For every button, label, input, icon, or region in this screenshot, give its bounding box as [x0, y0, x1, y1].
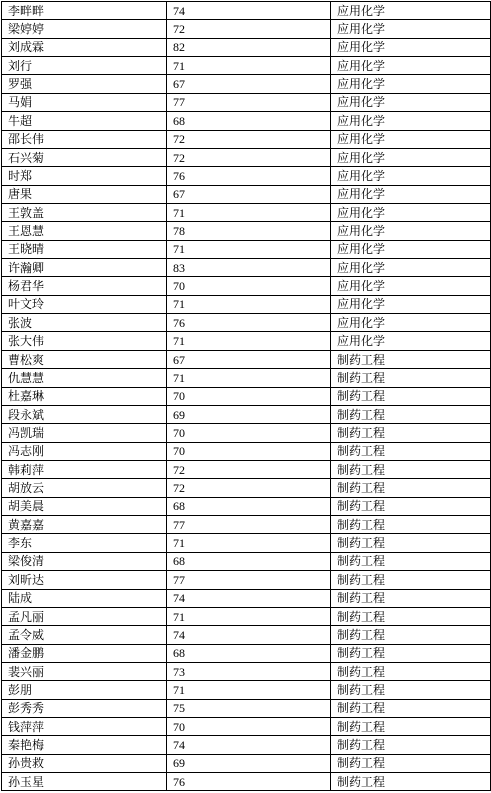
student-name-cell: 张波: [2, 314, 167, 332]
major-cell: 制药工程: [331, 736, 491, 754]
table-row: [2, 350, 491, 368]
table-row: [2, 497, 491, 515]
score-cell: 72: [167, 20, 331, 38]
student-name-cell: 冯志刚: [2, 442, 167, 460]
major-cell: 应用化学: [331, 185, 491, 203]
table-row: [2, 534, 491, 552]
student-name-cell: 陆成: [2, 589, 167, 607]
score-cell: 67: [167, 185, 331, 203]
table-row: [2, 314, 491, 332]
student-name-cell: 钱萍萍: [2, 718, 167, 736]
student-name-cell: 时郑: [2, 167, 167, 185]
score-cell: 76: [167, 773, 331, 791]
student-name-cell: 彭秀秀: [2, 699, 167, 717]
major-cell: 应用化学: [331, 240, 491, 258]
major-cell: 应用化学: [331, 112, 491, 130]
score-cell: 70: [167, 387, 331, 405]
student-name-cell: 段永斌: [2, 405, 167, 423]
score-cell: 69: [167, 405, 331, 423]
table-row: [2, 2, 491, 20]
student-name-cell: 刘成霖: [2, 38, 167, 56]
table-row: [2, 460, 491, 478]
student-name-cell: 李东: [2, 534, 167, 552]
table-row: [2, 185, 491, 203]
table-row: [2, 644, 491, 662]
student-name-cell: 刘昕达: [2, 571, 167, 589]
student-name-cell: 韩莉萍: [2, 460, 167, 478]
score-cell: 70: [167, 442, 331, 460]
score-cell: 77: [167, 93, 331, 111]
major-cell: 应用化学: [331, 332, 491, 350]
table-row: [2, 167, 491, 185]
major-cell: 应用化学: [331, 222, 491, 240]
student-name-cell: 裴兴丽: [2, 662, 167, 680]
major-cell: 制药工程: [331, 754, 491, 772]
student-name-cell: 杜嘉琳: [2, 387, 167, 405]
table-row: [2, 57, 491, 75]
table-row: [2, 203, 491, 221]
score-table-body: [2, 2, 491, 791]
table-row: [2, 277, 491, 295]
table-row: [2, 295, 491, 313]
table-row: [2, 754, 491, 772]
student-name-cell: 秦艳梅: [2, 736, 167, 754]
score-cell: 72: [167, 479, 331, 497]
score-cell: 71: [167, 332, 331, 350]
score-cell: 73: [167, 662, 331, 680]
student-name-cell: 孟凡丽: [2, 607, 167, 625]
student-name-cell: 牛超: [2, 112, 167, 130]
table-row: [2, 662, 491, 680]
student-name-cell: 冯凯瑞: [2, 424, 167, 442]
score-cell: 72: [167, 460, 331, 478]
student-name-cell: 李畔畔: [2, 2, 167, 20]
major-cell: 制药工程: [331, 460, 491, 478]
score-cell: 68: [167, 644, 331, 662]
score-cell: 76: [167, 167, 331, 185]
score-cell: 74: [167, 736, 331, 754]
table-row: [2, 112, 491, 130]
table-row: [2, 589, 491, 607]
score-cell: 82: [167, 38, 331, 56]
table-row: [2, 699, 491, 717]
table-row: [2, 479, 491, 497]
student-name-cell: 王敦盖: [2, 203, 167, 221]
major-cell: 应用化学: [331, 277, 491, 295]
student-name-cell: 梁俊清: [2, 552, 167, 570]
major-cell: 制药工程: [331, 773, 491, 791]
score-cell: 72: [167, 148, 331, 166]
score-cell: 71: [167, 203, 331, 221]
student-name-cell: 孙贵救: [2, 754, 167, 772]
major-cell: 制药工程: [331, 644, 491, 662]
major-cell: 制药工程: [331, 552, 491, 570]
major-cell: 制药工程: [331, 571, 491, 589]
score-cell: 71: [167, 369, 331, 387]
student-name-cell: 叶文玲: [2, 295, 167, 313]
major-cell: 应用化学: [331, 259, 491, 277]
score-cell: 71: [167, 57, 331, 75]
major-cell: 制药工程: [331, 350, 491, 368]
major-cell: 应用化学: [331, 167, 491, 185]
table-row: [2, 442, 491, 460]
score-cell: 68: [167, 112, 331, 130]
student-name-cell: 邵长伟: [2, 130, 167, 148]
major-cell: 制药工程: [331, 607, 491, 625]
major-cell: 制药工程: [331, 369, 491, 387]
major-cell: 制药工程: [331, 718, 491, 736]
table-row: [2, 736, 491, 754]
student-name-cell: 孟令威: [2, 626, 167, 644]
score-cell: 68: [167, 497, 331, 515]
major-cell: 制药工程: [331, 479, 491, 497]
major-cell: 制药工程: [331, 534, 491, 552]
score-cell: 70: [167, 424, 331, 442]
major-cell: 应用化学: [331, 203, 491, 221]
score-cell: 74: [167, 626, 331, 644]
student-name-cell: 许瀚卿: [2, 259, 167, 277]
table-row: [2, 130, 491, 148]
major-cell: 应用化学: [331, 75, 491, 93]
student-name-cell: 孙玉星: [2, 773, 167, 791]
major-cell: 制药工程: [331, 497, 491, 515]
student-name-cell: 罗强: [2, 75, 167, 93]
table-row: [2, 20, 491, 38]
major-cell: 应用化学: [331, 93, 491, 111]
student-name-cell: 潘金鹏: [2, 644, 167, 662]
score-cell: 71: [167, 607, 331, 625]
score-cell: 77: [167, 516, 331, 534]
table-row: [2, 259, 491, 277]
student-name-cell: 胡放云: [2, 479, 167, 497]
major-cell: 制药工程: [331, 699, 491, 717]
student-name-cell: 黄嘉嘉: [2, 516, 167, 534]
student-name-cell: 唐果: [2, 185, 167, 203]
student-name-cell: 曹松爽: [2, 350, 167, 368]
table-row: [2, 424, 491, 442]
score-cell: 70: [167, 277, 331, 295]
major-cell: 应用化学: [331, 295, 491, 313]
table-row: [2, 222, 491, 240]
major-cell: 制药工程: [331, 424, 491, 442]
student-name-cell: 彭朋: [2, 681, 167, 699]
major-cell: 应用化学: [331, 314, 491, 332]
major-cell: 制药工程: [331, 662, 491, 680]
score-cell: 71: [167, 295, 331, 313]
table-row: [2, 93, 491, 111]
table-row: [2, 332, 491, 350]
major-cell: 应用化学: [331, 130, 491, 148]
table-row: [2, 718, 491, 736]
table-row: [2, 552, 491, 570]
major-cell: 制药工程: [331, 589, 491, 607]
score-cell: 71: [167, 534, 331, 552]
score-cell: 71: [167, 240, 331, 258]
major-cell: 制药工程: [331, 387, 491, 405]
major-cell: 制药工程: [331, 516, 491, 534]
major-cell: 应用化学: [331, 38, 491, 56]
score-cell: 70: [167, 718, 331, 736]
score-cell: 77: [167, 571, 331, 589]
score-cell: 74: [167, 589, 331, 607]
major-cell: 应用化学: [331, 148, 491, 166]
score-cell: 72: [167, 130, 331, 148]
major-cell: 制药工程: [331, 405, 491, 423]
table-row: [2, 369, 491, 387]
table-row: [2, 607, 491, 625]
student-name-cell: 梁婷婷: [2, 20, 167, 38]
student-name-cell: 马娟: [2, 93, 167, 111]
table-row: [2, 148, 491, 166]
table-row: [2, 516, 491, 534]
score-cell: 71: [167, 681, 331, 699]
score-cell: 83: [167, 259, 331, 277]
student-name-cell: 胡美晨: [2, 497, 167, 515]
student-name-cell: 王恩慧: [2, 222, 167, 240]
table-row: [2, 681, 491, 699]
table-row: [2, 387, 491, 405]
student-name-cell: 王晓晴: [2, 240, 167, 258]
table-row: [2, 75, 491, 93]
major-cell: 应用化学: [331, 20, 491, 38]
score-cell: 68: [167, 552, 331, 570]
major-cell: 应用化学: [331, 2, 491, 20]
student-name-cell: 石兴菊: [2, 148, 167, 166]
score-cell: 75: [167, 699, 331, 717]
student-name-cell: 杨君华: [2, 277, 167, 295]
table-row: [2, 38, 491, 56]
score-cell: 74: [167, 2, 331, 20]
score-cell: 67: [167, 350, 331, 368]
table-row: [2, 626, 491, 644]
major-cell: 制药工程: [331, 442, 491, 460]
table-row: [2, 773, 491, 791]
student-name-cell: 仇慧慧: [2, 369, 167, 387]
major-cell: 制药工程: [331, 626, 491, 644]
student-name-cell: 刘行: [2, 57, 167, 75]
table-row: [2, 571, 491, 589]
score-cell: 67: [167, 75, 331, 93]
score-cell: 78: [167, 222, 331, 240]
major-cell: 制药工程: [331, 681, 491, 699]
student-name-cell: 张大伟: [2, 332, 167, 350]
score-cell: 69: [167, 754, 331, 772]
major-cell: 应用化学: [331, 57, 491, 75]
table-row: [2, 405, 491, 423]
score-cell: 76: [167, 314, 331, 332]
score-table: [1, 1, 491, 791]
table-row: [2, 240, 491, 258]
